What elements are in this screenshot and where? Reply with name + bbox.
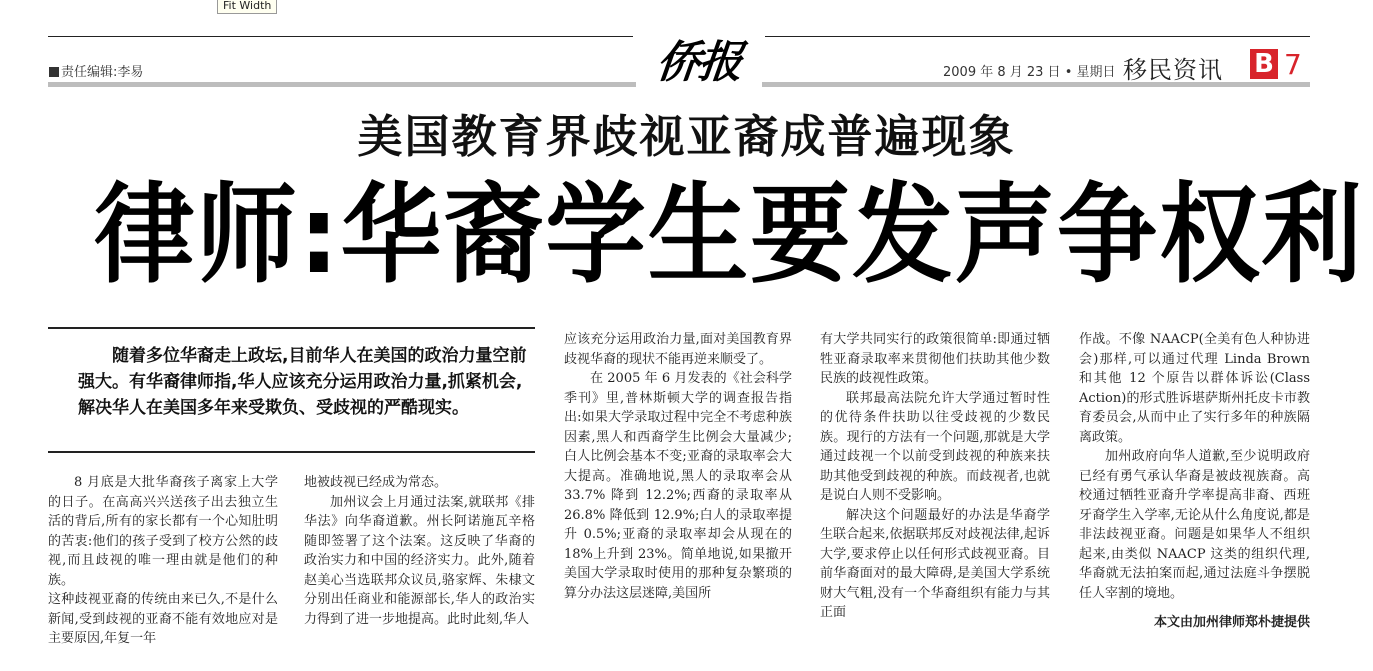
newspaper-masthead: [636, 26, 762, 90]
paragraph: 联邦最高法院允许大学通过暂时性的优待条件扶助以往受歧视的少数民族。现行的方法有一个问题,那就是大学通过歧视一个以前受到歧视的种族来扶助其他受到歧视的种族。而歧视者,也就是说白人则不受影响。: [820, 390, 1050, 503]
paragraph: 加州政府向华人道歉,至少说明政府已经有勇气承认华裔是被歧视族裔。高校通过牺牲亚裔升学率提高非裔、西班牙裔学生入学率,无论从什么角度说,都是非法歧视亚裔。问题是如果华人不组织起来,由类似 NAACP 这类的组织代理,华裔就无法拍案而起,通过法庭斗争摆脱任人宰割的境地。: [1079, 449, 1310, 601]
lead-top-rule: [48, 327, 535, 329]
article-column-4: [820, 330, 1050, 671]
lead-paragraph: [78, 343, 528, 421]
subheadline: 美国教育界歧视亚裔成普遍现象: [357, 110, 1016, 163]
article-column-1: [48, 473, 278, 671]
paragraph: 8 月底是大批华裔孩子离家上大学的日子。在高高兴兴送孩子出去独立生活的背后,所有的家长都有一个心知肚明的苦衷:他们的孩子受到了校方公然的歧视,而且歧视的唯一理由就是他们的种族。: [48, 475, 278, 588]
fit-width-tooltip: Fit Width: [217, 0, 277, 14]
section-name: 移民资讯: [1123, 56, 1223, 84]
paragraph: 这种歧视亚裔的传统由来已久,不是什么新闻,受到歧视的亚裔不能有效地应对是主要原因,年复一年: [48, 592, 278, 646]
editor-name: 责任编辑:李易: [61, 65, 144, 80]
issue-date: 2009 年 8 月 23 日 • 星期日: [943, 65, 1116, 80]
paragraph: 有大学共同实行的政策很简单:即通过牺牲亚裔录取率来贯彻他们扶助其他少数民族的歧视性政策。: [820, 332, 1050, 386]
article-column-5: [1079, 330, 1310, 671]
lead-text: 随着多位华裔走上政坛,目前华人在美国的政治力量空前强大。有华裔律师指,华人应该充分运用政治力量,抓紧机会,解决华人在美国多年来受欺负、受歧视的严酷现实。: [78, 346, 527, 418]
paragraph: 地被歧视已经成为常态。: [304, 475, 448, 490]
editor-credit: [49, 61, 143, 80]
header-rule-left: [48, 36, 633, 37]
article-column-3: [564, 330, 792, 671]
lead-bottom-rule: [48, 451, 535, 453]
page-letter-badge: B: [1250, 49, 1278, 79]
page-number: 7: [1284, 48, 1302, 81]
paragraph: 作战。不像 NAACP(全美有色人种协进会)那样,可以通过代理 Linda Brown 和其他 12 个原告以群体诉讼(Class Action)的形式胜诉堪萨斯州托皮卡市教育委员会,从而中止了实行多年的种族隔离政策。: [1079, 332, 1310, 445]
paragraph: 解决这个问题最好的办法是华裔学生联合起来,依据联邦反对歧视法律,起诉大学,要求停止以任何形式歧视亚裔。目前华裔面对的最大障碍,是美国大学系统财大气粗,没有一个华裔组织有能力与其正面: [820, 507, 1050, 620]
square-bullet-icon: [49, 67, 59, 77]
paragraph: 在 2005 年 6 月发表的《社会科学季刊》里,普林斯顿大学的调查报告指出:如果大学录取过程中完全不考虑种族因素,黑人和西裔学生比例会大量减少;白人比例会基本不变;亚裔的录取率会大大提高。准确地说,黑人的录取率会从 33.7% 降到 12.2%;西裔的录取率从 26.8% 降低到 12.9%;白人的录取率提升 0.5%;亚裔的录取率却会从现在的 18%上升到 23%。简单地说,如果撤开美国大学录取时使用的那种复杂繁琐的算分办法这层迷障,美国所: [564, 371, 792, 601]
paragraph: 应该充分运用政治力量,面对美国教育界歧视华裔的现状不能再逆来顺受了。: [564, 332, 792, 367]
paragraph: 加州议会上月通过法案,就联邦《排华法》向华裔道歉。州长阿诺施瓦辛格随即签署了这个法案。这反映了华裔的政治实力和中国的经济实力。此外,随着赵美心当选联邦众议员,骆家辉、朱棣文分别出任商业和能源部长,华人的政治实力得到了进一步地提高。此时此刻,华人: [304, 494, 535, 627]
author-credit: 本文由加州律师郑朴捷提供: [1153, 615, 1310, 630]
header-rule-right: [765, 36, 1310, 37]
masthead-logo: 侨报: [653, 37, 744, 88]
article-column-2: [304, 473, 535, 671]
main-headline: 律师:华裔学生要发声争权利: [94, 173, 1364, 298]
